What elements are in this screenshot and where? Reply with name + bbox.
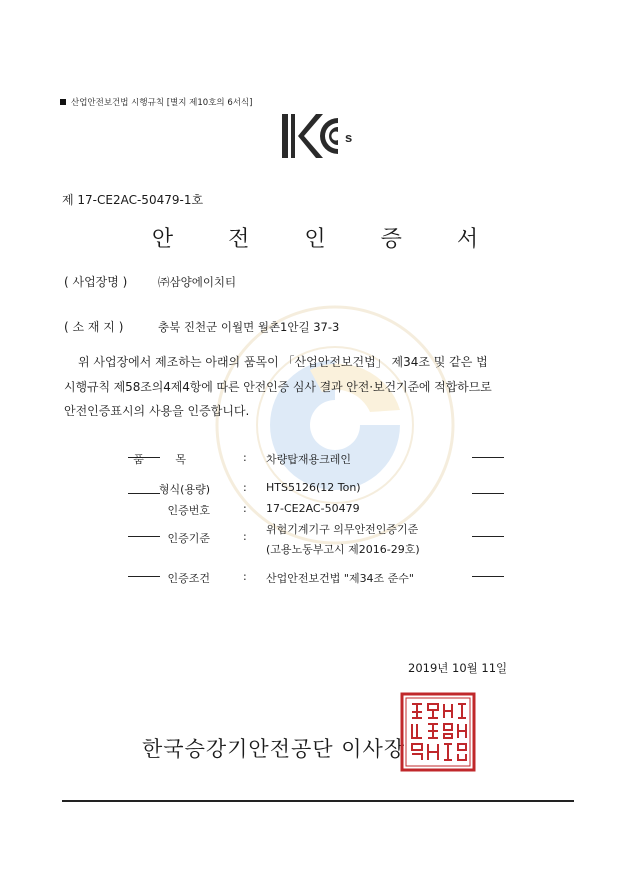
standard-label: 인증기준 [167,532,210,545]
issue-date: 2019년 10월 11일 [408,661,508,675]
standard-value-1: 위험기계기구 의무안전인증기준 [266,523,419,536]
official-seal [400,692,476,772]
company-name: ㈜삼양에이치티 [158,275,237,289]
model-value: HTS5126(12 Ton) [266,481,361,494]
right-rule [472,536,504,537]
colon: : [243,502,247,515]
right-rule [472,457,504,458]
cert-number-label: 인증번호 [167,504,210,517]
company-label: ( 사업장명 ) [64,275,128,289]
item-label: 품 목 [133,453,200,466]
item-value: 차량탑재용크레인 [266,453,352,466]
colon: : [243,451,247,464]
right-rule [472,576,504,577]
kcs-logo [276,108,356,164]
colon: : [243,530,247,543]
svg-text:s: s [345,130,353,145]
bottom-divider [62,800,574,802]
statement-line-1: 위 사업장에서 제조하는 아래의 품목이 「산업안전보건법」 제34조 및 같은 법 [78,355,488,369]
certificate-number: 제 17-CE2AC-50479-1호 [62,193,204,207]
certificate-title: 안 전 인 증 서 [151,227,503,252]
form-reference-note: 산업안전보건법 시행규칙 [별지 제10호의 6서식] [60,96,252,108]
statement-line-2: 시행규칙 제58조의4제4항에 따른 안전인증 심사 결과 안전·보건기준에 적합하므로 [64,380,492,394]
statement-line-3: 안전인증표시의 사용을 인증합니다. [64,404,250,418]
address-label: ( 소 재 지 ) [64,320,124,334]
right-rule [472,493,504,494]
square-bullet-icon [60,99,66,105]
standard-value-2: (고용노동부고시 제2016-29호) [266,543,420,556]
cert-number-value: 17-CE2AC-50479 [266,502,360,515]
colon: : [243,481,247,494]
colon: : [243,570,247,583]
condition-label: 인증조건 [167,572,210,585]
model-label: 형식(용량) [158,483,210,496]
address-value: 충북 진천군 이월면 월촌1안길 37-3 [158,320,340,334]
issuer-name: 한국승강기안전공단 이사장 [142,737,406,761]
condition-value: 산업안전보건법 "제34조 준수" [266,572,414,585]
